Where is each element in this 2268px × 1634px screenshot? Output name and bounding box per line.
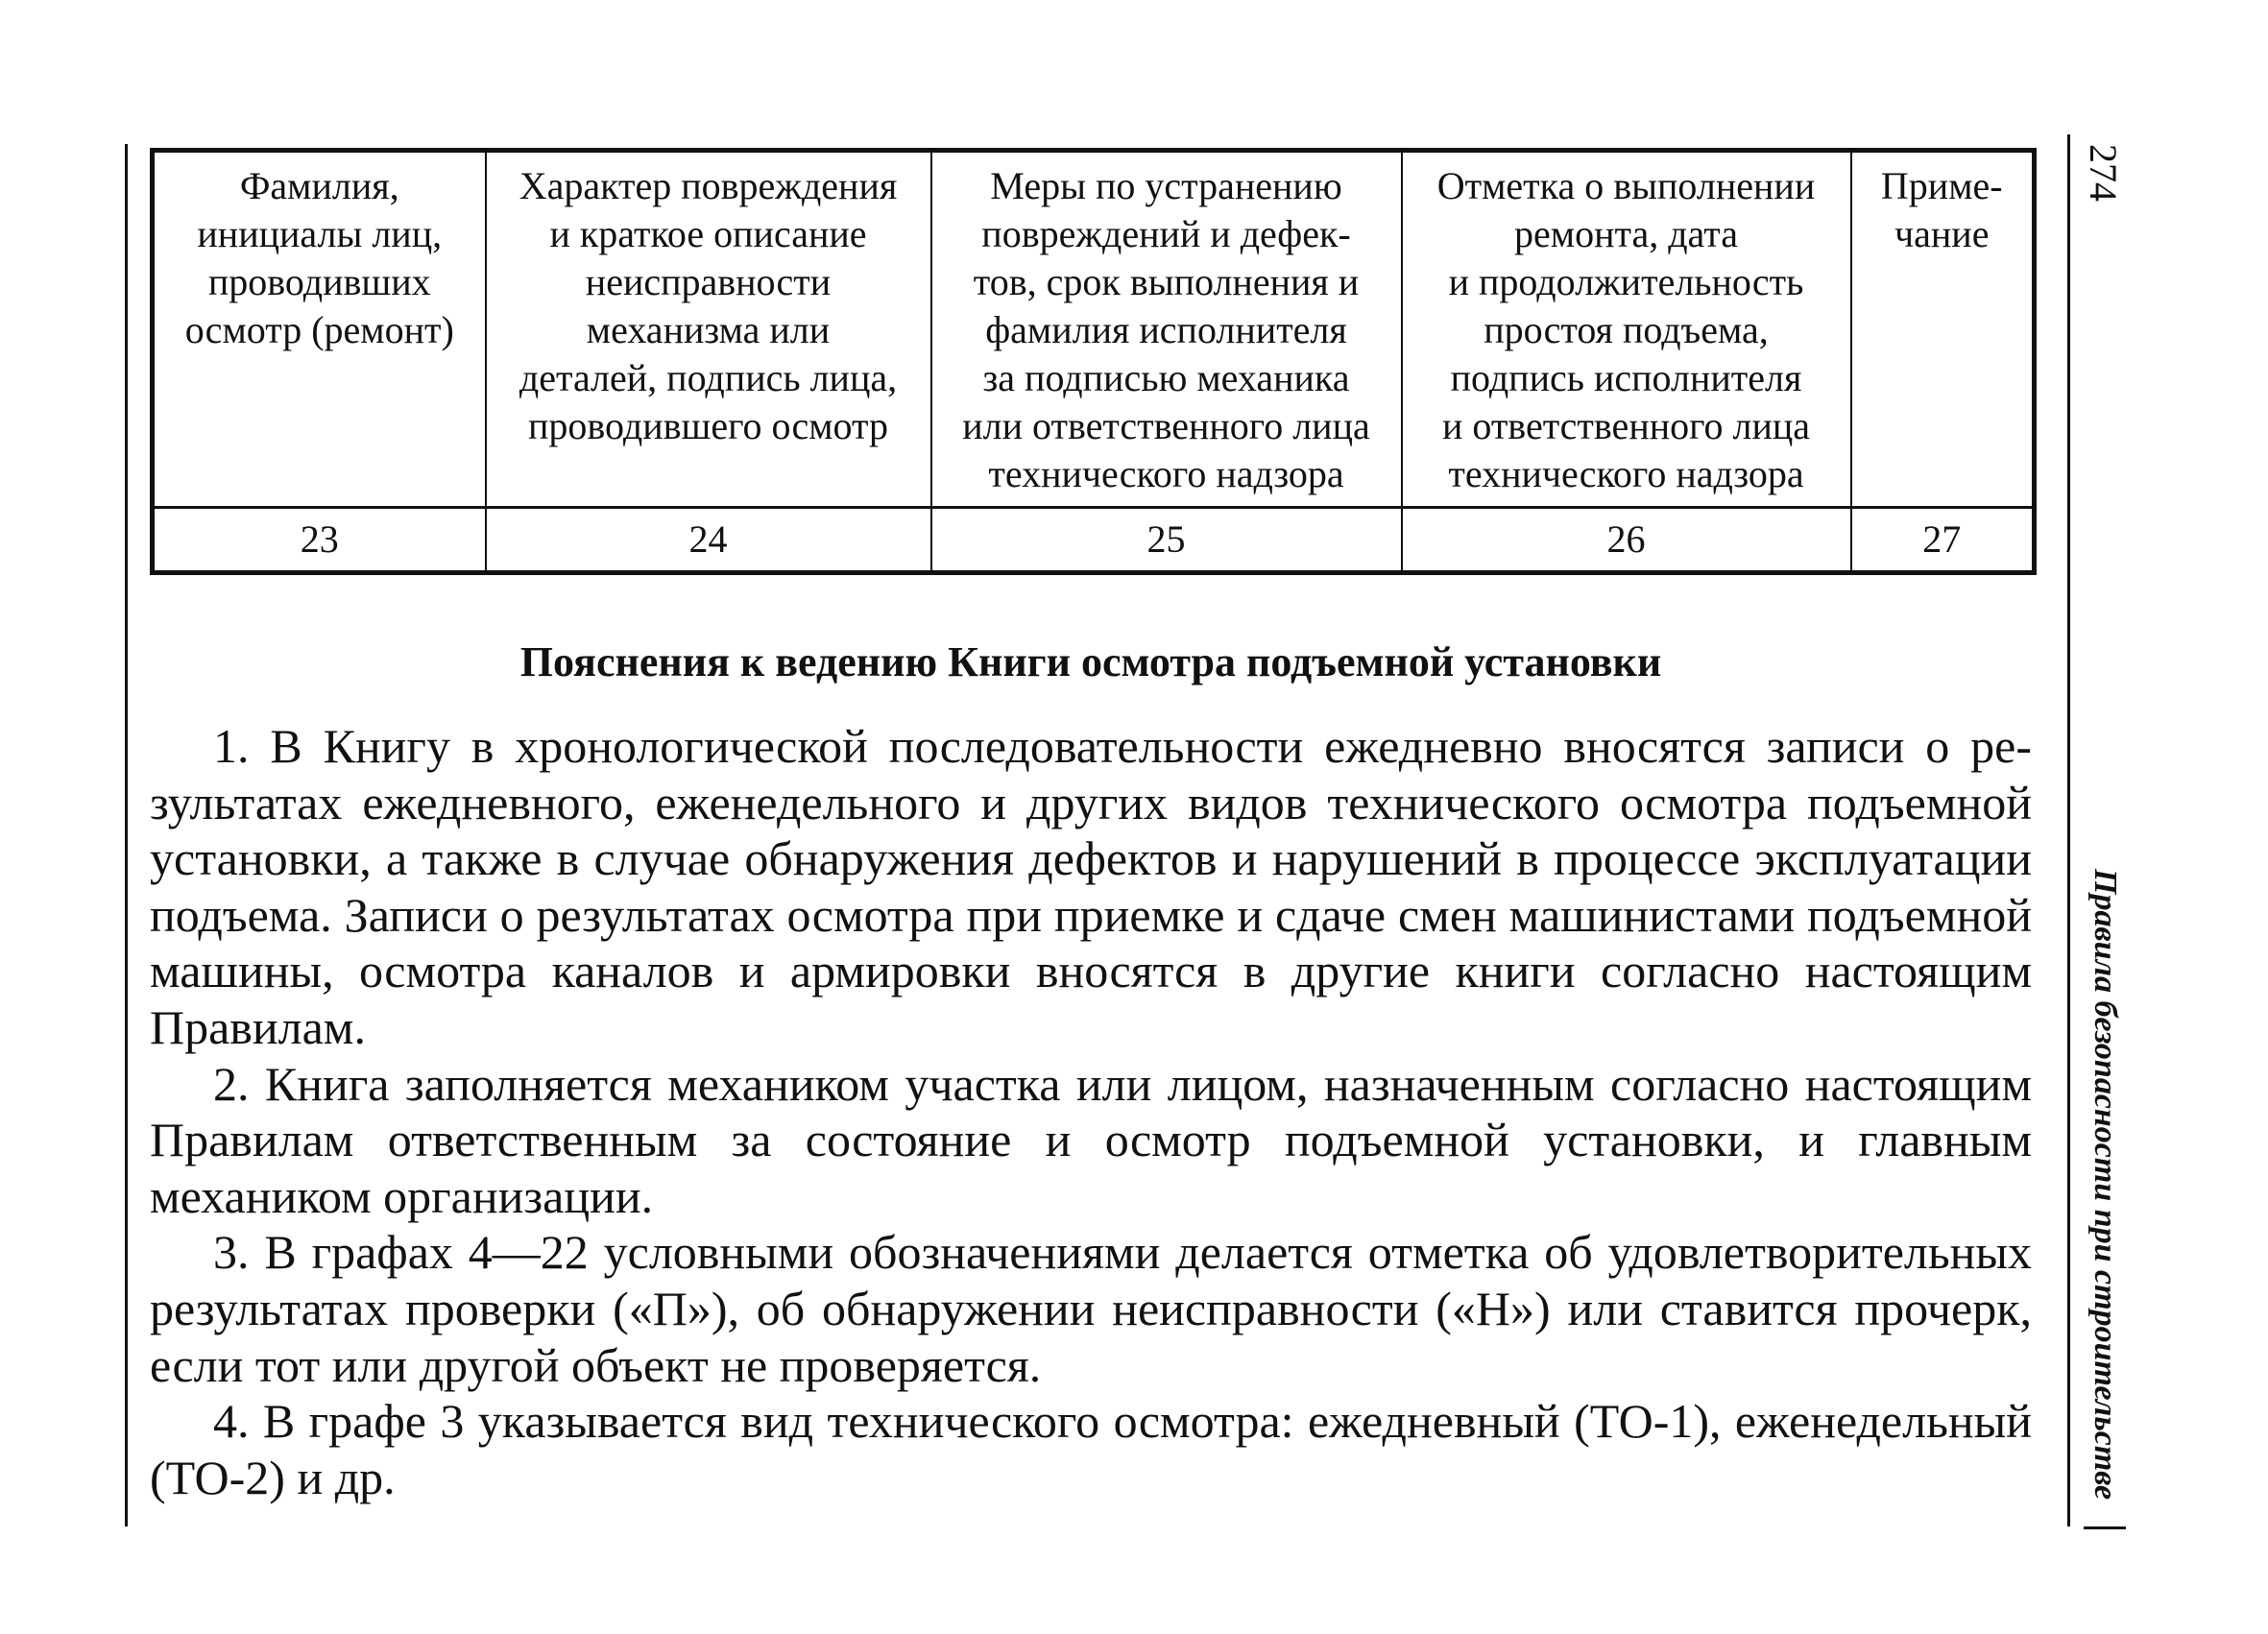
running-title: Правила безопасности при строительстве bbox=[2087, 869, 2123, 1501]
section-title: Пояснения к ведению Книги осмотра подъемной установки bbox=[519, 638, 1662, 685]
page-number: 274 bbox=[2082, 144, 2125, 202]
inspection-log-table bbox=[150, 148, 2037, 575]
paragraph: 2. Книга заполняется механиком участка или лицом, назначенным согласно настоящим Правилам ответственным за состояние и осмотр подъемной установки, и главным механиком организации. bbox=[150, 1056, 2032, 1223]
paragraph: 3. В графах 4—22 условными обозначениями делается отметка об удовлетворительных результатах проверки («П»), об обнаружении неисправности («Н») или ставится прочерк, если тот или другой объект не проверяется. bbox=[150, 1225, 2032, 1392]
column-header-inspector-names: Фамилия, инициалы лиц, проводивших осмотр (ремонт) bbox=[153, 151, 486, 508]
column-header-note: Приме- чание bbox=[1851, 151, 2035, 508]
paragraph: 1. В Книгу в хронологической последовательности ежедневно вносятся записи о результатах ежедневного, еженедельного и других видов технического осмотра подъемной установки, а также в случае обнаружения дефектов и нарушений в процессе эксплуатации подъема. Записи о результатах осмотра при приемке и сдаче смен машинистами подъемной машины, осмотра каналов и армировки вносятся в другие книги согласно настоящим Правилам. bbox=[150, 719, 2032, 1054]
column-number-row bbox=[153, 508, 2035, 573]
column-number: 24 bbox=[486, 508, 931, 573]
table-header-row bbox=[153, 151, 2035, 508]
column-number: 27 bbox=[1851, 508, 2035, 573]
column-number: 25 bbox=[931, 508, 1402, 573]
running-title-rule bbox=[2084, 1526, 2126, 1529]
paragraph: 4. В графе 3 указывается вид технического осмотра: ежедневный (ТО-1), еженедельный (ТО-2) и др. bbox=[150, 1394, 2032, 1504]
column-number: 23 bbox=[153, 508, 486, 573]
column-header-damage-description: Характер повреждения и краткое описание неисправности механизма или деталей, подпись лица, проводившего осмотр bbox=[486, 151, 931, 508]
column-header-repair-measures: Меры по устранению повреждений и дефек- тов, срок выполнения и фамилия исполнителя за подписью механика или ответственного лица технического надзора bbox=[931, 151, 1402, 508]
right-margin-rule bbox=[2067, 134, 2070, 1526]
column-header-repair-completion: Отметка о выполнении ремонта, дата и продолжительность простоя подъема, подпись исполнителя и ответственного лица технического надзора bbox=[1402, 151, 1851, 508]
body-text bbox=[150, 718, 2032, 1505]
left-margin-rule bbox=[125, 144, 128, 1526]
column-number: 26 bbox=[1402, 508, 1851, 573]
